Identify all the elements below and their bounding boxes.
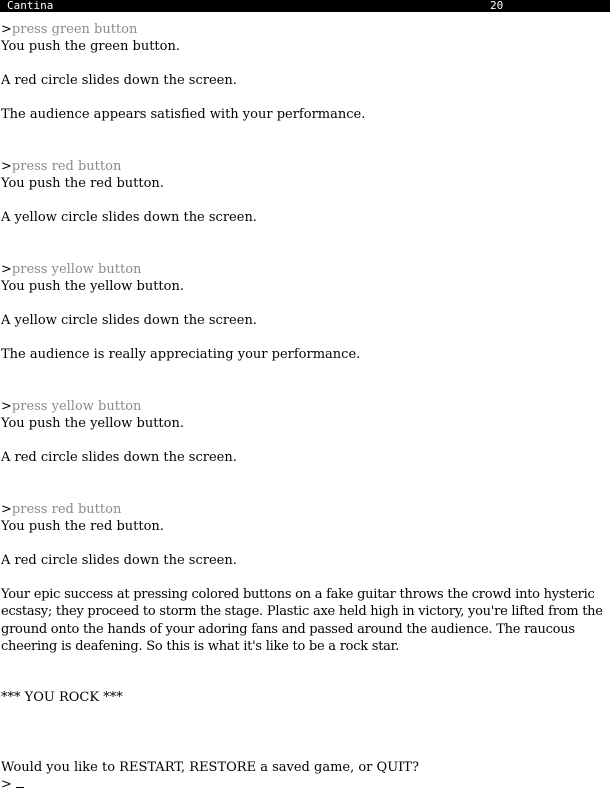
- command-line: [1, 21, 137, 38]
- response-text: The audience is really appreciating your performance.: [1, 347, 361, 362]
- response-text: A red circle slides down the screen.: [1, 450, 237, 465]
- command-line: [1, 398, 141, 415]
- command-text: press yellow button: [11, 262, 142, 277]
- restart-prompt: Would you like to RESTART, RESTORE a saved game, or QUIT?: [1, 760, 419, 775]
- prompt-symbol: >: [1, 399, 12, 414]
- command-line: [1, 158, 121, 175]
- ending-paragraph: Your epic success at pressing colored buttons on a fake guitar throws the crowd into hysteric ecstasy; they proceed to storm the stage. Plastic axe held high in victory, you're lifted from the ground onto the hands of your adoring fans and passed around the audience. The raucous cheering is deafening. So this is what it's like to be a rock star.: [1, 587, 603, 654]
- you-rock-banner: *** YOU ROCK ***: [1, 690, 123, 705]
- command-text: press red button: [11, 159, 122, 174]
- command-line: [1, 501, 121, 518]
- response-text: The audience appears satisfied with your performance.: [1, 107, 366, 122]
- prompt-symbol: >: [1, 22, 12, 37]
- prompt-symbol: >: [1, 777, 12, 792]
- response-text: You push the yellow button.: [1, 416, 184, 431]
- response-text: A yellow circle slides down the screen.: [1, 210, 257, 225]
- response-text: A red circle slides down the screen.: [1, 73, 237, 88]
- prompt-symbol: >: [1, 159, 12, 174]
- command-text: press yellow button: [11, 399, 142, 414]
- response-text: You push the red button.: [1, 176, 164, 191]
- status-location: Cantina: [7, 0, 54, 12]
- command-text: press red button: [11, 502, 122, 517]
- input-prompt-line[interactable]: [1, 776, 24, 793]
- command-text: press green button: [11, 22, 138, 37]
- text-cursor[interactable]: [16, 787, 24, 788]
- response-text: You push the green button.: [1, 39, 180, 54]
- command-line: [1, 261, 141, 278]
- response-text: You push the red button.: [1, 519, 164, 534]
- response-text: You push the yellow button.: [1, 279, 184, 294]
- prompt-symbol: >: [1, 262, 12, 277]
- status-score: 20: [490, 0, 504, 12]
- response-text: A yellow circle slides down the screen.: [1, 313, 257, 328]
- prompt-symbol: >: [1, 502, 12, 517]
- response-text: A red circle slides down the screen.: [1, 553, 237, 568]
